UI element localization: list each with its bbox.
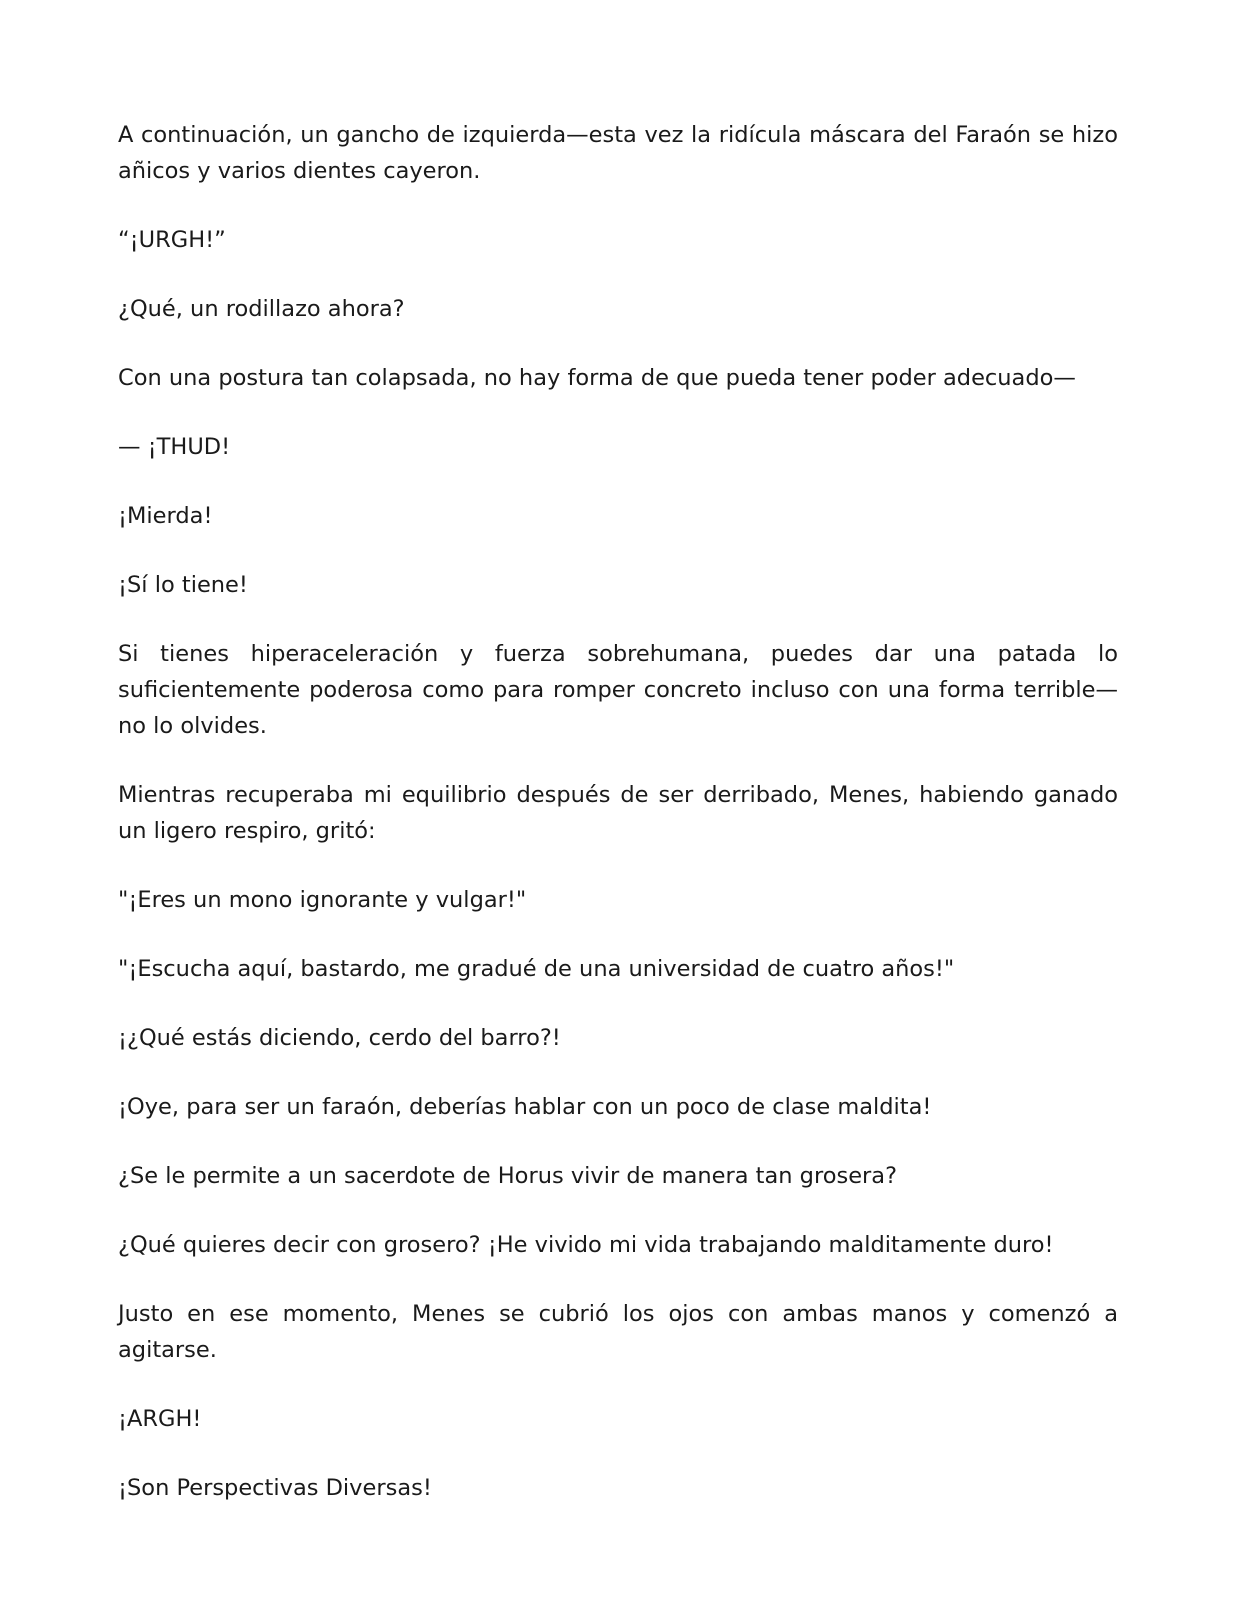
- paragraph: ¡¿Qué estás diciendo, cerdo del barro?!: [118, 1025, 561, 1051]
- paragraph: “¡URGH!”: [118, 227, 226, 253]
- paragraph: Mientras recuperaba mi equilibrio después de ser derribado, Menes, habiendo ganado un ligero respiro, gritó:: [118, 782, 1118, 844]
- body-text: [118, 117, 1118, 1506]
- paragraph: — ¡THUD!: [118, 434, 231, 460]
- paragraph: ¿Se le permite a un sacerdote de Horus vivir de manera tan grosera?: [118, 1163, 898, 1189]
- paragraph: Justo en ese momento, Menes se cubrió los ojos con ambas manos y comenzó a agitarse.: [118, 1301, 1118, 1363]
- paragraph: ¿Qué quieres decir con grosero? ¡He vivido mi vida trabajando malditamente duro!: [118, 1232, 1054, 1258]
- paragraph: ¡Oye, para ser un faraón, deberías hablar con un poco de clase maldita!: [118, 1094, 932, 1120]
- paragraph: ¿Qué, un rodillazo ahora?: [118, 296, 405, 322]
- paragraph: ¡Sí lo tiene!: [118, 572, 248, 598]
- paragraph: A continuación, un gancho de izquierda—esta vez la ridícula máscara del Faraón se hizo añicos y varios dientes cayeron.: [118, 122, 1118, 184]
- paragraph: Con una postura tan colapsada, no hay forma de que pueda tener poder adecuado—: [118, 365, 1076, 391]
- paragraph: Si tienes hiperaceleración y fuerza sobrehumana, puedes dar una patada lo suficientemente poderosa como para romper concreto incluso con una forma terrible—no lo olvides.: [118, 641, 1118, 739]
- paragraph: ¡ARGH!: [118, 1406, 202, 1432]
- paragraph: "¡Eres un mono ignorante y vulgar!": [118, 887, 527, 913]
- paragraph: "¡Escucha aquí, bastardo, me gradué de una universidad de cuatro años!": [118, 956, 955, 982]
- paragraph: ¡Mierda!: [118, 503, 213, 529]
- paragraph: ¡Son Perspectivas Diversas!: [118, 1475, 432, 1501]
